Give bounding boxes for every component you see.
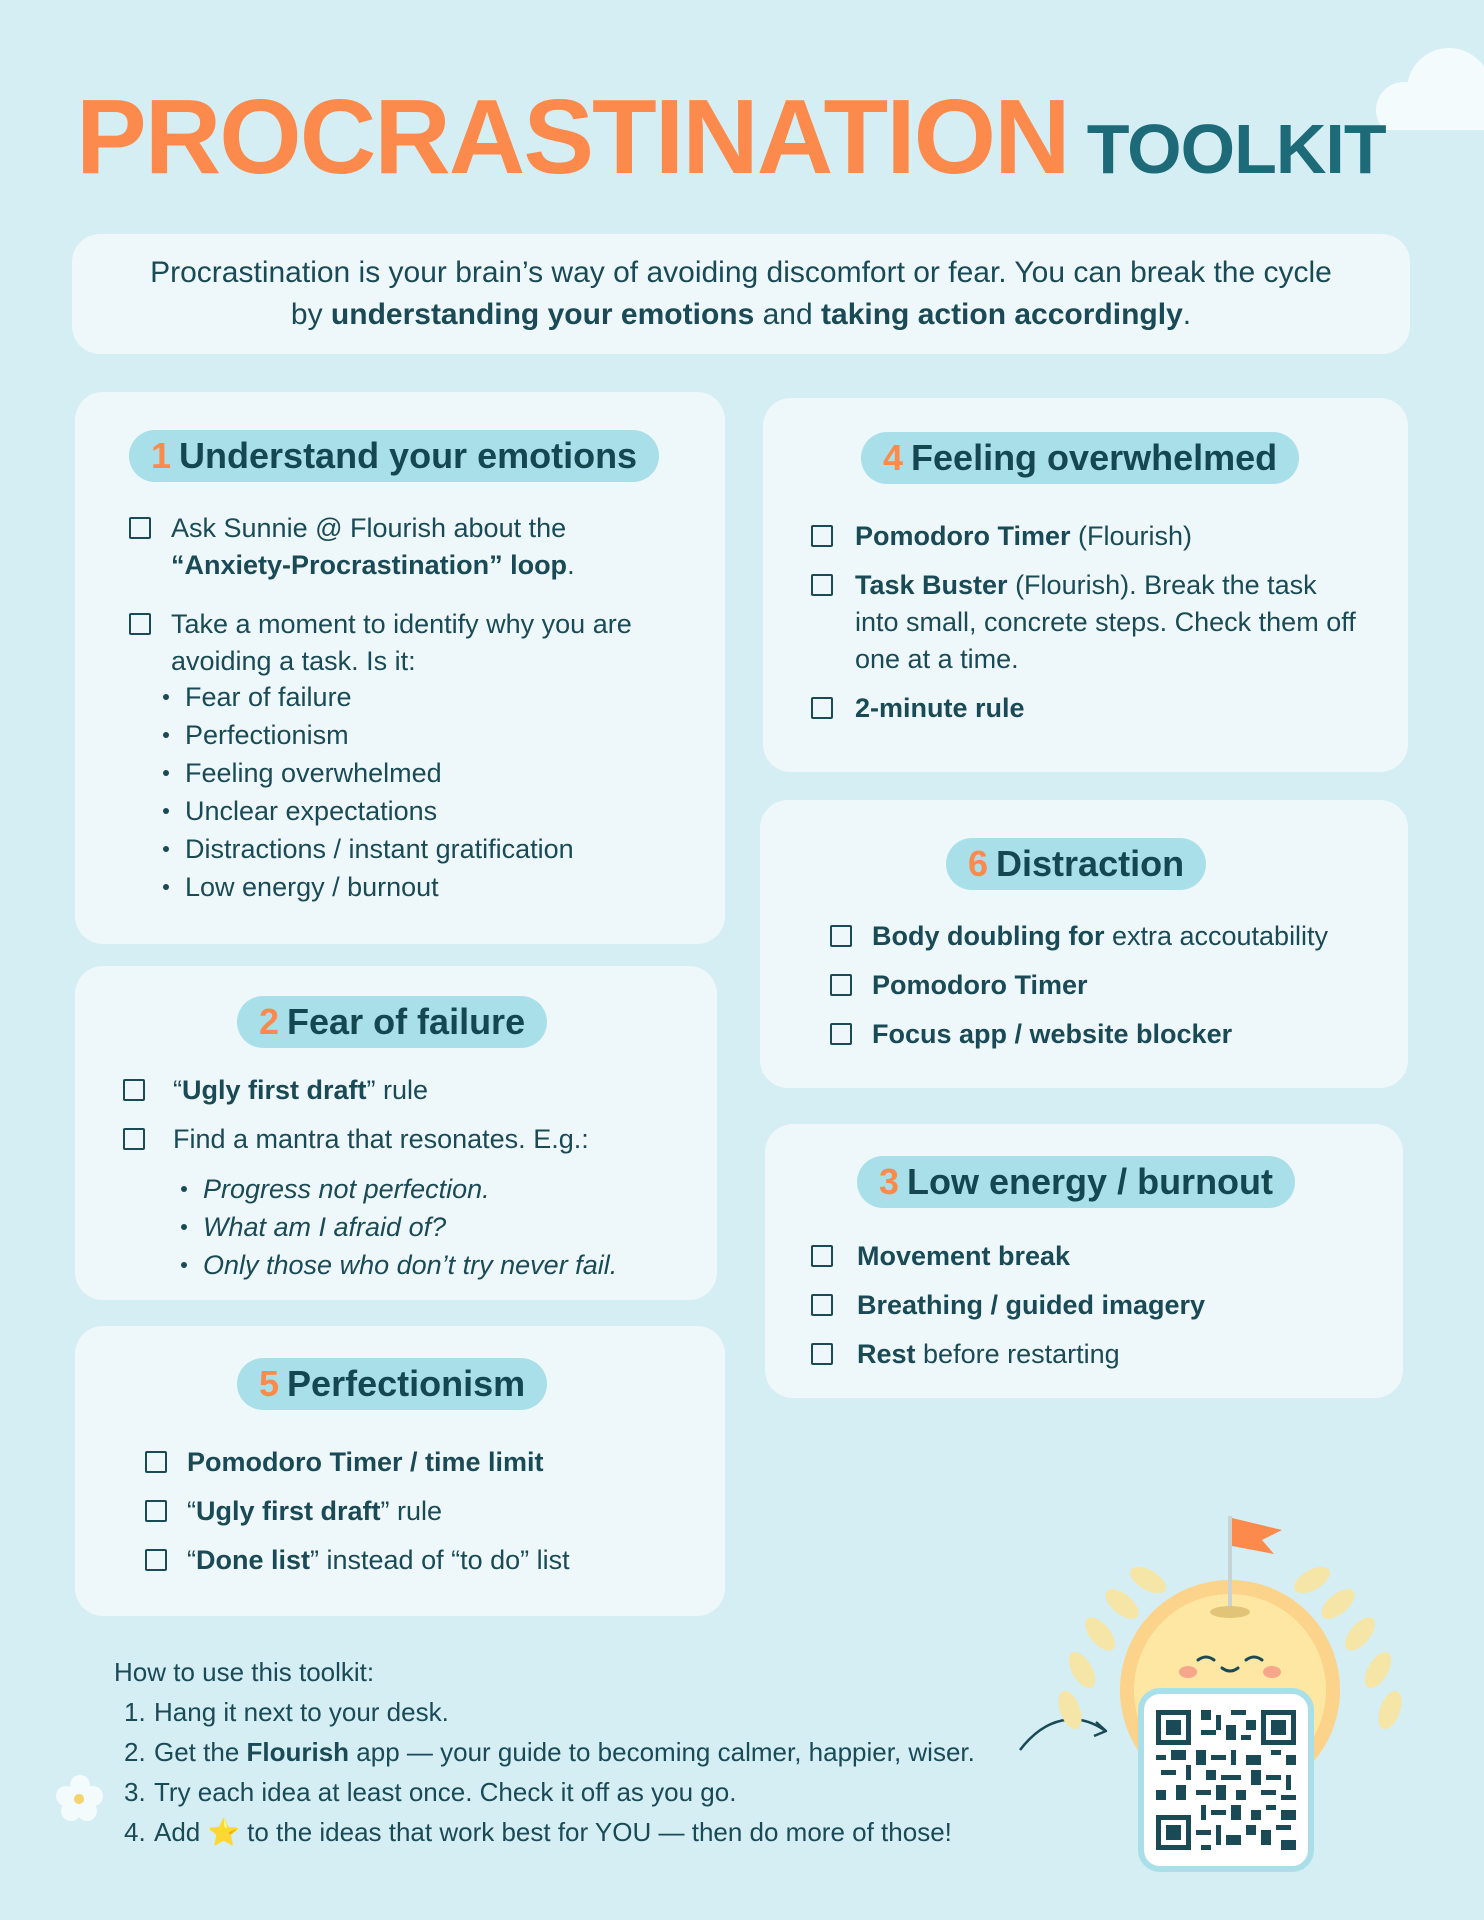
section-6-item-1[interactable] <box>830 918 1390 955</box>
checkbox-icon[interactable] <box>123 1128 145 1150</box>
section-3-item-3-text <box>857 1336 1120 1373</box>
checkbox-icon[interactable] <box>811 525 833 547</box>
section-2-mantra-list <box>175 1170 693 1284</box>
section-5-item-1[interactable] <box>145 1444 705 1481</box>
section-3-heading <box>857 1156 1295 1208</box>
checkbox-icon[interactable] <box>830 925 852 947</box>
howto-section <box>114 1652 975 1852</box>
section-3-item-1[interactable] <box>811 1238 1371 1275</box>
section-6-item-2-text: Pomodoro Timer <box>872 970 1088 1000</box>
step-text-pre: Add <box>154 1817 208 1847</box>
item-text: ” instead of “to do” list <box>310 1545 570 1575</box>
item-text: Ask Sunnie @ Flourish about the <box>171 513 567 543</box>
section-5-number: 5 <box>259 1363 280 1404</box>
section-5-card <box>75 1326 725 1616</box>
howto-step-1 <box>124 1692 975 1732</box>
section-2-card <box>75 966 717 1300</box>
intro-text <box>132 252 1350 336</box>
step-number: 3. <box>124 1777 146 1807</box>
title-main: PROCRASTINATION <box>76 78 1069 196</box>
section-1-title: Understand your emotions <box>179 435 638 476</box>
checkbox-icon[interactable] <box>830 974 852 996</box>
section-5-item-2[interactable] <box>145 1493 705 1530</box>
section-3-item-2[interactable] <box>811 1287 1371 1324</box>
item-text: “ <box>173 1075 182 1105</box>
section-4-item-3[interactable] <box>811 690 1371 727</box>
qr-code-icon <box>1156 1710 1296 1850</box>
intro-part1: Procrastination is your brain’s way of avoiding discomfort or fear. You can break the cycle by <box>150 256 1332 331</box>
title-sub: TOOLKIT <box>1086 110 1386 188</box>
item-text: . <box>567 550 575 580</box>
page-title <box>76 78 1386 196</box>
item-text: ” rule <box>366 1075 429 1105</box>
checkbox-icon[interactable] <box>811 574 833 596</box>
howto-step-4 <box>124 1812 975 1852</box>
section-3-card <box>765 1124 1403 1398</box>
step-text <box>154 1812 952 1852</box>
section-5-title: Perfectionism <box>287 1363 526 1404</box>
section-6-number: 6 <box>968 843 989 884</box>
section-5-item-3[interactable] <box>145 1542 705 1579</box>
checkbox-icon[interactable] <box>811 697 833 719</box>
section-6-heading <box>946 838 1206 890</box>
step-number: 4. <box>124 1817 146 1847</box>
intro-part3: . <box>1182 298 1192 331</box>
section-4-card <box>763 398 1408 772</box>
howto-step-2 <box>124 1732 975 1772</box>
item-text: (Flourish) <box>1070 521 1193 551</box>
section-5-heading <box>237 1358 547 1410</box>
checkbox-icon[interactable] <box>830 1023 852 1045</box>
section-4-item-1[interactable] <box>811 518 1371 555</box>
step-text-pre: Get the <box>154 1737 247 1767</box>
section-6-card <box>760 800 1408 1088</box>
section-2-item-2-text: Find a mantra that resonates. E.g.: <box>173 1124 589 1154</box>
checkbox-icon[interactable] <box>811 1343 833 1365</box>
section-3-item-1-text: Movement break <box>857 1241 1071 1271</box>
section-2-item-2[interactable] <box>123 1121 693 1158</box>
list-item: Unclear expectations <box>157 792 689 830</box>
section-2-heading <box>237 996 547 1048</box>
list-item: Only those who don’t try never fail. <box>175 1246 693 1284</box>
section-4-number: 4 <box>883 437 904 478</box>
checkbox-icon[interactable] <box>129 517 151 539</box>
step-text-bold: Flourish <box>246 1737 350 1767</box>
section-1-heading <box>129 430 659 482</box>
section-1-bullet-list <box>157 678 689 906</box>
checkbox-icon[interactable] <box>811 1294 833 1316</box>
item-bold: Ugly first draft <box>182 1075 367 1105</box>
section-1-item-1-text <box>171 510 689 584</box>
section-3-item-3[interactable] <box>811 1336 1371 1373</box>
step-text-post: app — your guide to becoming calmer, happier, wiser. <box>349 1737 975 1767</box>
item-bold: Pomodoro Timer <box>855 521 1071 551</box>
step-number: 2. <box>124 1737 146 1767</box>
section-6-item-1-text <box>872 918 1328 955</box>
checkbox-icon[interactable] <box>811 1245 833 1267</box>
intro-part2: and <box>754 298 822 331</box>
section-3-item-2-text: Breathing / guided imagery <box>857 1290 1206 1320</box>
step-number: 1. <box>124 1697 146 1727</box>
list-item: Distractions / instant gratification <box>157 830 689 868</box>
section-1-card <box>75 392 725 944</box>
section-6-title: Distraction <box>996 843 1185 884</box>
item-text: (Flourish). Break the task into small, concrete steps. Check them off one at a time. <box>855 570 1356 674</box>
section-2-title: Fear of failure <box>287 1001 526 1042</box>
section-4-heading <box>861 432 1299 484</box>
section-3-number: 3 <box>879 1161 900 1202</box>
item-text: “ <box>187 1545 196 1575</box>
checkbox-icon[interactable] <box>145 1500 167 1522</box>
howto-heading: How to use this toolkit: <box>114 1657 375 1687</box>
step-text: Hang it next to your desk. <box>154 1697 449 1727</box>
section-2-item-1-text <box>173 1072 428 1109</box>
item-text: ” rule <box>380 1496 443 1526</box>
section-2-number: 2 <box>259 1001 280 1042</box>
list-item: Low energy / burnout <box>157 868 689 906</box>
item-bold: Ugly first draft <box>196 1496 381 1526</box>
howto-steps <box>124 1692 975 1852</box>
list-item: Perfectionism <box>157 716 689 754</box>
item-bold: Body doubling for <box>872 921 1105 951</box>
list-item: Fear of failure <box>157 678 689 716</box>
section-2-item-1[interactable] <box>123 1072 693 1109</box>
flower-icon <box>54 1772 106 1824</box>
section-6-item-3[interactable] <box>830 1016 1390 1053</box>
section-4-item-1-text <box>855 518 1192 555</box>
checkbox-icon[interactable] <box>129 613 151 635</box>
checkbox-icon[interactable] <box>145 1451 167 1473</box>
howto-step-3 <box>124 1772 975 1812</box>
list-item: What am I afraid of? <box>175 1208 693 1246</box>
section-4-title: Feeling overwhelmed <box>911 437 1278 478</box>
checkbox-icon[interactable] <box>145 1549 167 1571</box>
section-1-item-2[interactable] <box>129 606 689 680</box>
section-5-item-3-text <box>187 1542 570 1579</box>
section-1-number: 1 <box>151 435 172 476</box>
section-5-item-1-text: Pomodoro Timer / time limit <box>187 1447 544 1477</box>
section-1-item-1[interactable] <box>129 510 689 584</box>
step-text-post: to the ideas that work best for YOU — then do more of those! <box>239 1817 952 1847</box>
section-4-item-3-text: 2-minute rule <box>855 693 1025 723</box>
item-bold: Task Buster <box>855 570 1008 600</box>
section-3-title: Low energy / burnout <box>907 1161 1274 1202</box>
intro-bold1: understanding your emotions <box>330 298 755 331</box>
section-6-item-3-text: Focus app / website blocker <box>872 1019 1233 1049</box>
qr-code[interactable] <box>1138 1688 1314 1872</box>
step-text: Try each idea at least once. Check it off as you go. <box>154 1777 737 1807</box>
checkbox-icon[interactable] <box>123 1079 145 1101</box>
star-icon: ⭐ <box>207 1817 240 1847</box>
list-item: Feeling overwhelmed <box>157 754 689 792</box>
section-1-item-2-text: Take a moment to identify why you are avoiding a task. Is it: <box>171 609 632 676</box>
section-4-item-2-text <box>855 567 1365 678</box>
section-5-item-2-text <box>187 1493 442 1530</box>
step-text <box>154 1732 975 1772</box>
section-4-item-2[interactable] <box>811 567 1371 678</box>
item-bold: Rest <box>857 1339 916 1369</box>
section-6-item-2[interactable] <box>830 967 1390 1004</box>
item-bold: “Anxiety-Procrastination” loop <box>171 550 568 580</box>
intro-bold2: taking action accordingly <box>821 298 1183 331</box>
item-text: “ <box>187 1496 196 1526</box>
intro-card <box>72 234 1410 354</box>
list-item: Progress not perfection. <box>175 1170 693 1208</box>
item-text: extra accoutability <box>1104 921 1329 951</box>
item-bold: Done list <box>196 1545 311 1575</box>
item-text: before restarting <box>915 1339 1120 1369</box>
